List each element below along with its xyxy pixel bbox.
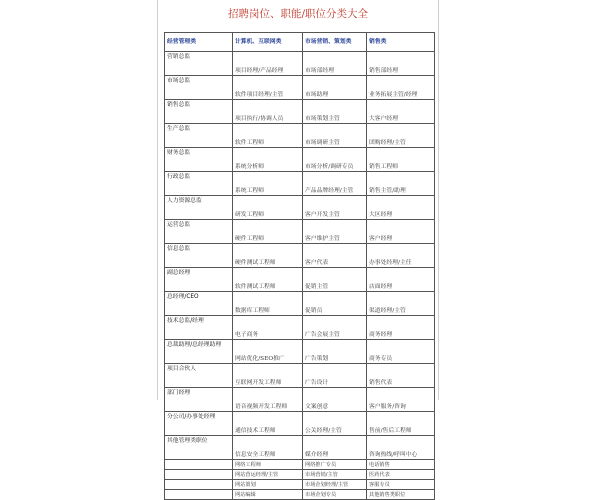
job-cell: 网络推广专员: [303, 460, 367, 470]
job-cell: 店面经理: [367, 268, 435, 292]
category-cell: 行政总监: [165, 172, 233, 196]
job-cell: 市场营销/主管: [303, 470, 367, 480]
job-cell: 系统工程师: [233, 172, 303, 196]
table-row: [165, 220, 435, 244]
table-row: [165, 460, 435, 470]
job-cell: 网站策划: [233, 480, 303, 490]
table-row: [165, 124, 435, 148]
job-cell: 网站优化/SEO推广: [233, 340, 303, 364]
table-row: [165, 100, 435, 124]
job-cell: 广告策划: [303, 340, 367, 364]
job-cell: 网络工程师: [233, 460, 303, 470]
job-cell: 软件测试工程师: [233, 268, 303, 292]
category-cell: 总裁助理/总经理助理: [165, 340, 233, 364]
job-cell: 系统分析师: [233, 148, 303, 172]
job-cell: 市场助理: [303, 76, 367, 100]
job-cell: 通信技术工程师: [233, 412, 303, 436]
category-cell: 部门经理: [165, 388, 233, 412]
job-cell: 团购经理/主管: [367, 124, 435, 148]
job-category-table: [164, 32, 435, 500]
category-cell: 其他管理类职位: [165, 436, 233, 460]
job-cell: 产品品牌经理/主管: [303, 172, 367, 196]
category-cell: 分公司/办事处经理: [165, 412, 233, 436]
job-cell: 销售代表: [367, 364, 435, 388]
job-cell: 网站编辑: [233, 490, 303, 500]
category-cell: 副总经理: [165, 268, 233, 292]
document-title: 招聘岗位、职能/职位分类大全: [227, 8, 369, 20]
job-cell: 项目执行/协调人员: [233, 100, 303, 124]
table-row: [165, 480, 435, 490]
job-cell: 公关经理/主管: [303, 412, 367, 436]
category-cell: 营销总监: [165, 52, 233, 76]
header-sales: 销售类: [367, 33, 435, 52]
header-computer-internet: 计算机、互联网类: [233, 33, 303, 52]
job-cell: 软件项目经理/主管: [233, 76, 303, 100]
job-cell: 销售部经理: [367, 52, 435, 76]
job-cell: 销售主管/助理: [367, 172, 435, 196]
table-row: [165, 244, 435, 268]
job-cell: 媒介经理: [303, 436, 367, 460]
job-cell: 项目经理/产品经理: [233, 52, 303, 76]
table-row: [165, 76, 435, 100]
job-cell: 市场企划经理/主管: [303, 480, 367, 490]
category-cell: 总经理/CEO: [165, 292, 233, 316]
table-row: [165, 470, 435, 480]
job-cell: 电话销售: [367, 460, 435, 470]
job-cell: 硬件测试工程师: [233, 244, 303, 268]
category-cell: 运营总监: [165, 220, 233, 244]
table-row: [165, 268, 435, 292]
category-cell: 市场总监: [165, 76, 233, 100]
header-management: 经营管理类: [165, 33, 233, 52]
table-row: [165, 340, 435, 364]
table-row: [165, 148, 435, 172]
job-cell: 广告设计: [303, 364, 367, 388]
job-cell: 客户开发主管: [303, 196, 367, 220]
category-cell: 人力资源总监: [165, 196, 233, 220]
job-cell: 互联网开发工程师: [233, 364, 303, 388]
job-cell: 软件工程师: [233, 124, 303, 148]
job-cell: 业务拓展主管/经理: [367, 76, 435, 100]
header-marketing: 市场营销、策划类: [303, 33, 367, 52]
category-cell: 技术总监/经理: [165, 316, 233, 340]
table-row: [165, 172, 435, 196]
job-cell: 市场部经理: [303, 52, 367, 76]
table-row: [165, 196, 435, 220]
job-cell: 市场分析/调研专员: [303, 148, 367, 172]
job-cell: 售前/售后工程师: [367, 412, 435, 436]
job-cell: 数据库工程师: [233, 292, 303, 316]
category-cell: 生产总监: [165, 124, 233, 148]
category-cell: 项目合伙人: [165, 364, 233, 388]
job-cell: 促销员: [303, 292, 367, 316]
category-cell: 财务总监: [165, 148, 233, 172]
job-cell: 电子商务: [233, 316, 303, 340]
job-cell: 商务经理: [367, 316, 435, 340]
job-cell: 语音视频开发工程师: [233, 388, 303, 412]
job-cell: 客户代表: [303, 244, 367, 268]
job-cell: 客户服务/咨询: [367, 388, 435, 412]
table-row: [165, 52, 435, 76]
empty-cell: [165, 480, 233, 490]
category-cell: 销售总监: [165, 100, 233, 124]
job-cell: 促销主管: [303, 268, 367, 292]
job-cell: 商务专员: [367, 340, 435, 364]
job-cell: 文案创意: [303, 388, 367, 412]
job-cell: 大客户经理: [367, 100, 435, 124]
job-cell: 渠道经理/主管: [367, 292, 435, 316]
job-cell: 销售工程师: [367, 148, 435, 172]
job-cell: 市场策划主管: [303, 100, 367, 124]
job-cell: 医药代表: [367, 470, 435, 480]
job-cell: 信息安全工程师: [233, 436, 303, 460]
job-cell: 网站营运经理/主管: [233, 470, 303, 480]
empty-cell: [165, 490, 233, 500]
job-cell: 硬件工程师: [233, 220, 303, 244]
table-row: [165, 364, 435, 388]
job-cell: 咨询热线/呼叫中心: [367, 436, 435, 460]
job-cell: 市场调研主管: [303, 124, 367, 148]
table-row: [165, 412, 435, 436]
empty-cell: [165, 460, 233, 470]
table-row: [165, 436, 435, 460]
job-cell: 市场企划专员: [303, 490, 367, 500]
table-row: [165, 490, 435, 500]
empty-cell: [165, 470, 233, 480]
table-row: [165, 292, 435, 316]
category-cell: 信息总监: [165, 244, 233, 268]
job-cell: 客服专员: [367, 480, 435, 490]
table-header-row: [165, 33, 435, 52]
job-cell: 客户经理: [367, 220, 435, 244]
job-cell: 其他销售类职位: [367, 490, 435, 500]
job-cell: 研发工程师: [233, 196, 303, 220]
job-cell: 办事处经理/主任: [367, 244, 435, 268]
job-cell: 客户维护主管: [303, 220, 367, 244]
table-body: [165, 33, 435, 500]
job-cell: 大区经理: [367, 196, 435, 220]
document-page: [157, 0, 439, 498]
job-cell: 广告会展主管: [303, 316, 367, 340]
table-row: [165, 316, 435, 340]
